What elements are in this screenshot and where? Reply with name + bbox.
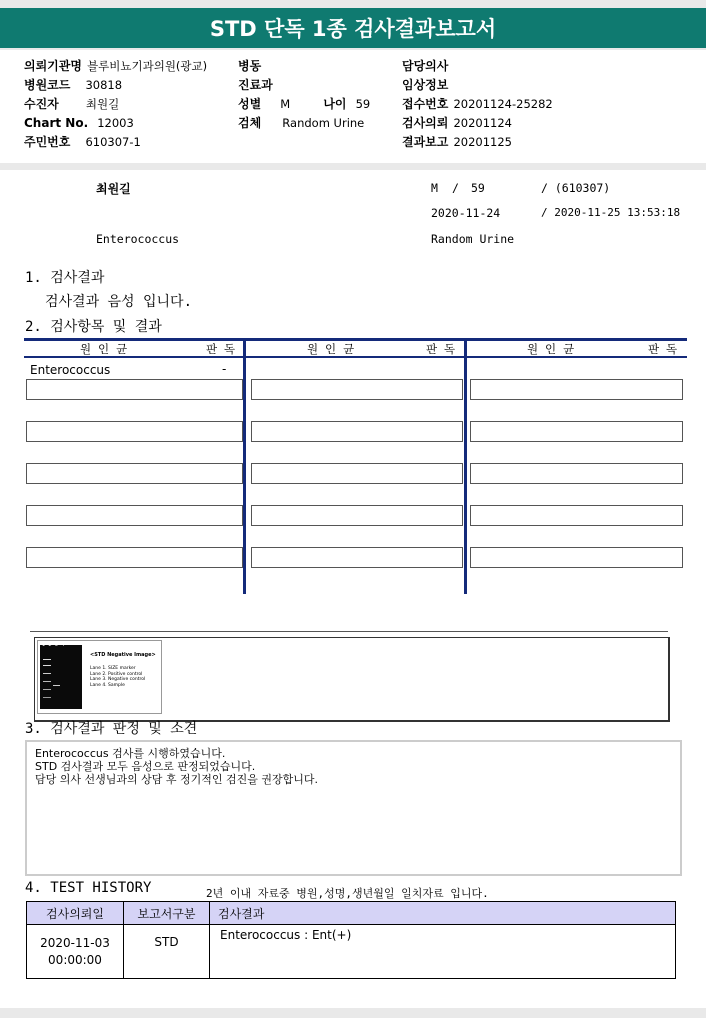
report-title: STD 단독 1종 검사결과보고서 [0,8,706,48]
org-value: 블루비뇨기과의원(광교) [87,59,208,73]
findings-line: 담당 의사 선생님과의 상담 후 정기적인 검진을 권장합니다. [35,773,318,786]
gel-image-frame [34,637,670,722]
grid-col-3-pathogen-label: 원 인 균 [527,342,575,356]
resident-no-value: 610307-1 [85,135,141,149]
section-3-heading: 3. 검사결과 판정 및 소견 [25,721,198,737]
gel-legend-item: Lane 4. Sample [90,682,125,688]
result-cell [470,463,683,484]
gel-legend-item: Lane 2. Positive control [90,671,143,677]
history-time: 00:00:00 [48,953,102,967]
history-table [26,901,676,979]
result-cell [470,421,683,442]
doctor-label: 담당의사 [402,59,449,73]
gel-legend [90,666,145,688]
patient-name: 최원길 [96,182,131,196]
history-date-cell [27,925,124,979]
gel-legend-item: Lane 3. Negative control [90,677,146,682]
result-cell [251,505,463,526]
result-cell [470,547,683,568]
findings-box [25,740,682,876]
history-col-result: 검사결과 [210,902,676,925]
received-date: 2020-11-24 [431,206,501,220]
patient-value: 최원길 [85,97,120,111]
patient-label: 수진자 [24,97,59,111]
specimen-value: Random Urine [282,116,365,130]
sex-age-separator: / [452,181,459,195]
gel-caption-title: <STD Negative Image> [90,652,156,658]
result-cell [470,505,683,526]
request-date-label: 검사의뢰 [402,116,449,130]
result-cell [26,421,243,442]
history-result: Enterococcus : Ent(+) [210,925,676,979]
clinical-info-label: 임상정보 [402,78,449,92]
gel-lane-numbers: 1 2 3 4 [42,642,65,648]
header-col-3 [402,55,692,150]
patient-sex: M [431,181,438,195]
image-top-rule [30,631,668,632]
grid-col-3-result-label: 판 독 [648,342,678,356]
age-label: 나이 [323,97,347,111]
header-panel [0,50,706,163]
gel-photo [40,645,82,709]
grid-divider-2 [464,338,467,594]
report-date-label: 결과보고 [402,135,449,149]
sex-value: M [280,97,291,111]
result-pathogen: Enterococcus [30,363,111,377]
grid-col-1-pathogen-label: 원 인 균 [80,342,128,356]
grid-divider-1 [243,338,246,594]
header-col-2 [238,55,398,131]
resident-no-label: 주민번호 [24,135,71,149]
hospital-code-label: 병원코드 [24,78,71,92]
specimen-label: 검체 [238,116,262,130]
grid-col-1-result-label: 판 독 [206,342,236,356]
section-1-heading: 1. 검사결과 [25,270,105,286]
patient-id-part: / (610307) [541,181,611,195]
result-cell [470,379,683,400]
chart-no-label: Chart No. [24,116,89,130]
history-date: 2020-11-03 [40,936,110,950]
grid-col-2-pathogen-label: 원 인 균 [307,342,355,356]
hospital-code-value: 30818 [85,78,123,92]
result-cell [26,547,243,568]
history-note: 2년 이내 자료중 병원,성명,생년월일 일치자료 입니다. [206,887,489,900]
grid-col-2-result-label: 판 독 [426,342,456,356]
reported-datetime: / 2020-11-25 13:53:18 [541,206,681,219]
result-cell [251,547,463,568]
section-1-result-text: 검사결과 음성 입니다. [45,294,193,310]
age-value: 59 [355,97,371,111]
request-date-value: 20201124 [453,116,513,130]
sex-label: 성별 [238,97,262,111]
section-4-heading: 4. TEST HISTORY [25,880,152,896]
findings-line: Enterococcus 검사를 시행하였습니다. [35,747,226,760]
report-date-value: 20201125 [453,135,513,149]
specimen-type: Random Urine [431,232,515,246]
results-grid [24,336,687,596]
findings-line: STD 검사결과 모두 음성으로 판정되었습니다. [35,760,256,773]
gel-image [37,640,162,714]
result-cell [251,379,463,400]
history-header-row [27,902,676,925]
gel-legend-item: Lane 1. SIZE marker [90,666,136,671]
history-type: STD [124,925,210,979]
chart-no-value: 12003 [97,116,134,130]
receipt-no-label: 접수번호 [402,97,449,111]
receipt-no-value: 20201124-25282 [453,97,553,111]
result-cell [26,463,243,484]
section-2-heading: 2. 검사항목 및 결과 [25,319,162,335]
header-col-1 [24,55,244,150]
result-cell [251,421,463,442]
result-cell [26,505,243,526]
table-row [27,925,676,979]
result-reading: - [222,362,227,376]
dept-label: 진료과 [238,78,273,92]
patient-age: 59 [471,181,485,195]
org-label: 의뢰기관명 [24,59,82,73]
ward-label: 병동 [238,59,262,73]
history-col-type: 보고서구분 [124,902,210,925]
result-cell [251,463,463,484]
result-cell [26,379,243,400]
report-body [0,170,706,1008]
history-col-date: 검사의뢰일 [27,902,124,925]
test-item: Enterococcus [96,232,180,246]
